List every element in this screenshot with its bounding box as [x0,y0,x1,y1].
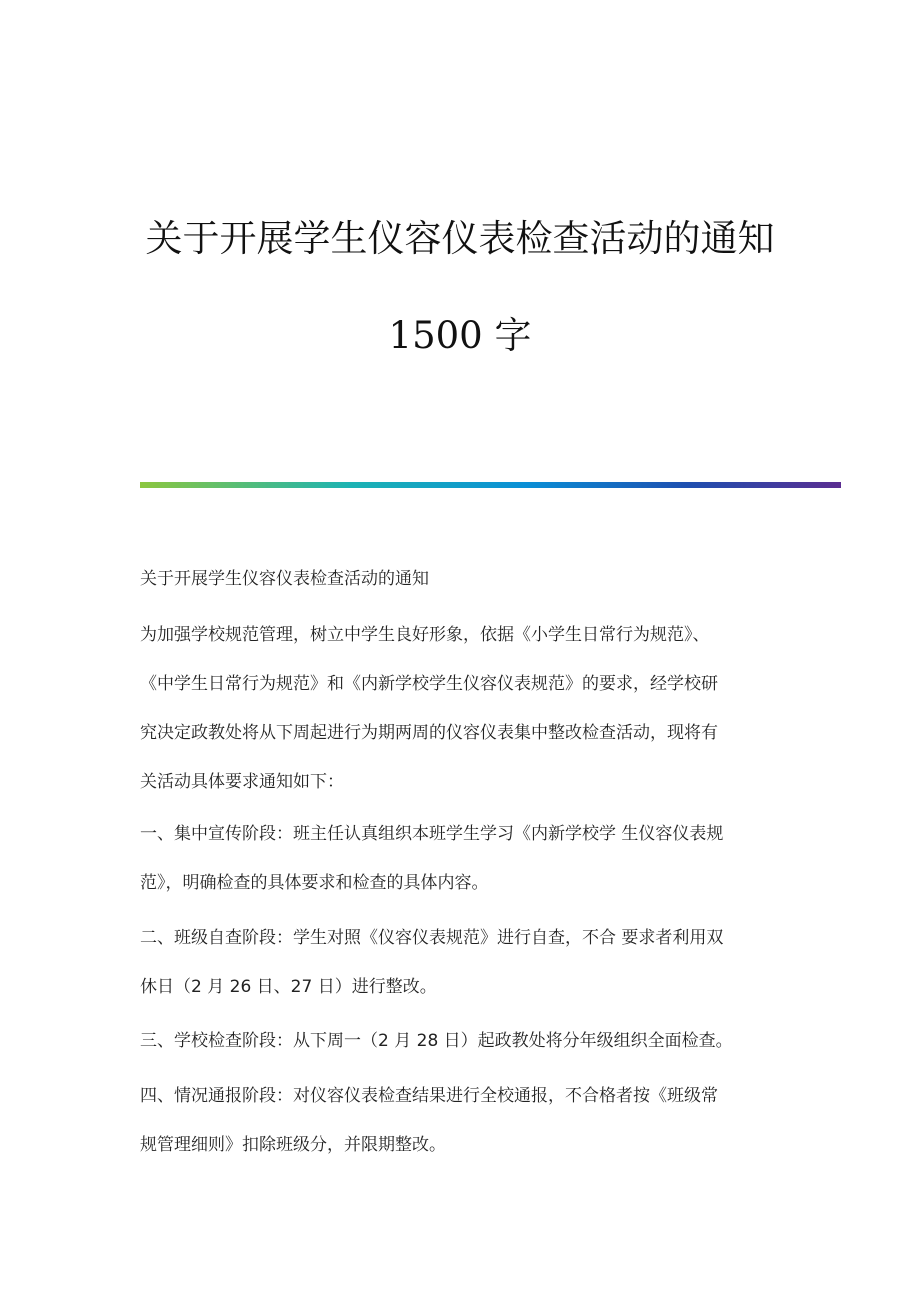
body-line: 二、班级自查阶段：学生对照《仪容仪表规范》进行自查，不合 要求者利用双 [140,928,724,948]
body-line: 四、情况通报阶段：对仪容仪表检查结果进行全校通报，不合格者按《班级常 [140,1086,718,1106]
body-line: 范》，明确检查的具体要求和检查的具体内容。 [140,873,489,893]
body-heading: 关于开展学生仪容仪表检查活动的通知 [140,569,429,589]
body-line: 三、学校检查阶段：从下周一（2 月 28 日）起政教处将分年级组织全面检查。 [140,1031,733,1051]
body-line: 规管理细则》扣除班级分，并限期整改。 [140,1135,446,1155]
body-line: 究决定政教处将从下周起进行为期两周的仪容仪表集中整改检查活动，现将有 [140,723,718,743]
body-line: 休日（2 月 26 日、27 日）进行整改。 [140,977,437,997]
body-line: 一、集中宣传阶段：班主任认真组织本班学生学习《内新学校学 生仪容仪表规 [140,824,724,844]
title-divider [140,482,841,488]
document-title: 关于开展学生仪容仪表检查活动的通知 [145,217,775,260]
body-line: 为加强学校规范管理，树立中学生良好形象，依据《小学生日常行为规范》、 [140,625,710,645]
document-title-subtitle: 1500 字 [388,314,532,357]
body-line: 关活动具体要求通知如下： [140,772,344,792]
body-line: 《中学生日常行为规范》和《内新学校学生仪容仪表规范》的要求，经学校研 [140,674,718,694]
